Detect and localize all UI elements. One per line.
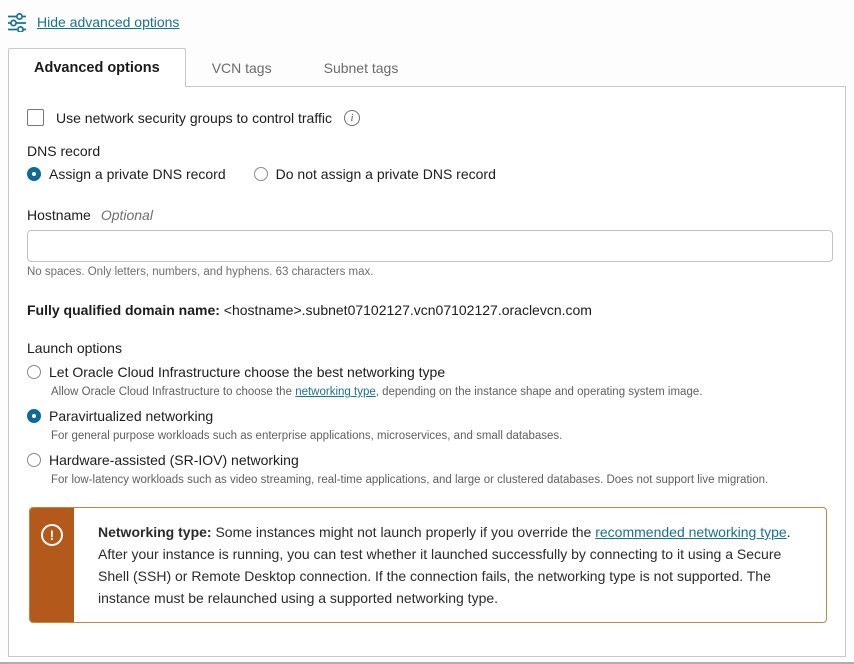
warning-banner-text: [74, 508, 826, 622]
radio-label: Paravirtualized networking: [49, 408, 214, 424]
recommended-networking-type-link[interactable]: recommended networking type: [595, 524, 787, 540]
warning-text: . After your instance is running, you can test whether it launched successfully by connecting to it using a Secure Shell (SSH) or Remote Desktop connection. If the connection fails, the networking type is not supported. The instance must be relaunched using a supported networking type.: [98, 524, 791, 606]
tab-vcn-tags[interactable]: VCN tags: [211, 60, 272, 76]
dns-radio-group: [27, 166, 825, 182]
fqdn-row: [27, 302, 825, 318]
launch-options-label: Launch options: [27, 340, 122, 356]
tab-bar: [0, 48, 854, 86]
launch-option-description: [51, 473, 825, 488]
hostname-input[interactable]: [27, 230, 833, 262]
radio-label: Let Oracle Cloud Infrastructure choose the best networking type: [49, 364, 446, 380]
radio-icon[interactable]: [27, 365, 41, 379]
radio-icon[interactable]: [27, 453, 41, 467]
warning-icon: !: [41, 524, 63, 546]
radio-icon[interactable]: [27, 409, 41, 423]
advanced-options-toggle-bar: [0, 10, 854, 34]
advanced-options-panel: [8, 86, 846, 657]
launch-option-sriov: [27, 452, 825, 488]
hostname-optional-tag: Optional: [100, 207, 153, 223]
radio-label: Hardware-assisted (SR-IOV) networking: [49, 452, 299, 468]
description-text: For general purpose workloads such as enterprise applications, microservices, and small databases.: [51, 430, 563, 442]
radio-assign-private-dns[interactable]: [27, 166, 226, 182]
warning-text: Some instances might not launch properly if you override the: [211, 524, 596, 540]
radio-label: Assign a private DNS record: [49, 166, 226, 182]
radio-hardware-assisted[interactable]: [27, 452, 299, 468]
launch-option-description: [51, 385, 825, 400]
description-text: For low-latency workloads such as video streaming, real-time applications, and large or clustered databases. Does not support live migration.: [51, 474, 769, 486]
launch-option-paravirtualized: [27, 408, 825, 444]
hostname-label-row: [27, 207, 825, 223]
warning-banner-strip: [30, 508, 74, 622]
hostname-label: Hostname: [27, 207, 91, 223]
nsg-row: [27, 109, 825, 126]
hostname-helper-text: No spaces. Only letters, numbers, and hyphens. 63 characters max.: [27, 266, 374, 278]
fqdn-label: Fully qualified domain name:: [27, 302, 220, 318]
tab-subnet-tags[interactable]: Subnet tags: [323, 60, 399, 76]
fqdn-value: <hostname>.subnet07102127.vcn07102127.oraclevcn.com: [219, 302, 592, 318]
hide-advanced-options-link[interactable]: Hide advanced options: [37, 14, 180, 30]
launch-option-description: [51, 429, 825, 444]
launch-option-auto: [27, 364, 825, 400]
radio-paravirtualized[interactable]: [27, 408, 213, 424]
radio-let-oci-choose[interactable]: [27, 364, 445, 380]
networking-type-warning-banner: [29, 507, 827, 623]
radio-icon[interactable]: [27, 167, 41, 181]
info-icon[interactable]: i: [344, 110, 360, 126]
networking-type-link[interactable]: networking type: [295, 386, 376, 398]
dns-record-label: DNS record: [27, 143, 101, 159]
radio-icon[interactable]: [254, 167, 268, 181]
nsg-checkbox-label: Use network security groups to control traffic: [56, 109, 332, 126]
description-text: Allow Oracle Cloud Infrastructure to choose the: [51, 386, 296, 398]
radio-label: Do not assign a private DNS record: [275, 166, 496, 182]
nsg-checkbox[interactable]: [27, 109, 44, 126]
description-text: , depending on the instance shape and operating system image.: [375, 386, 703, 398]
tab-advanced-options[interactable]: Advanced options: [8, 48, 186, 87]
radio-no-private-dns[interactable]: [254, 166, 496, 182]
warning-title: Networking type:: [98, 524, 212, 540]
sliders-icon: [7, 12, 27, 32]
